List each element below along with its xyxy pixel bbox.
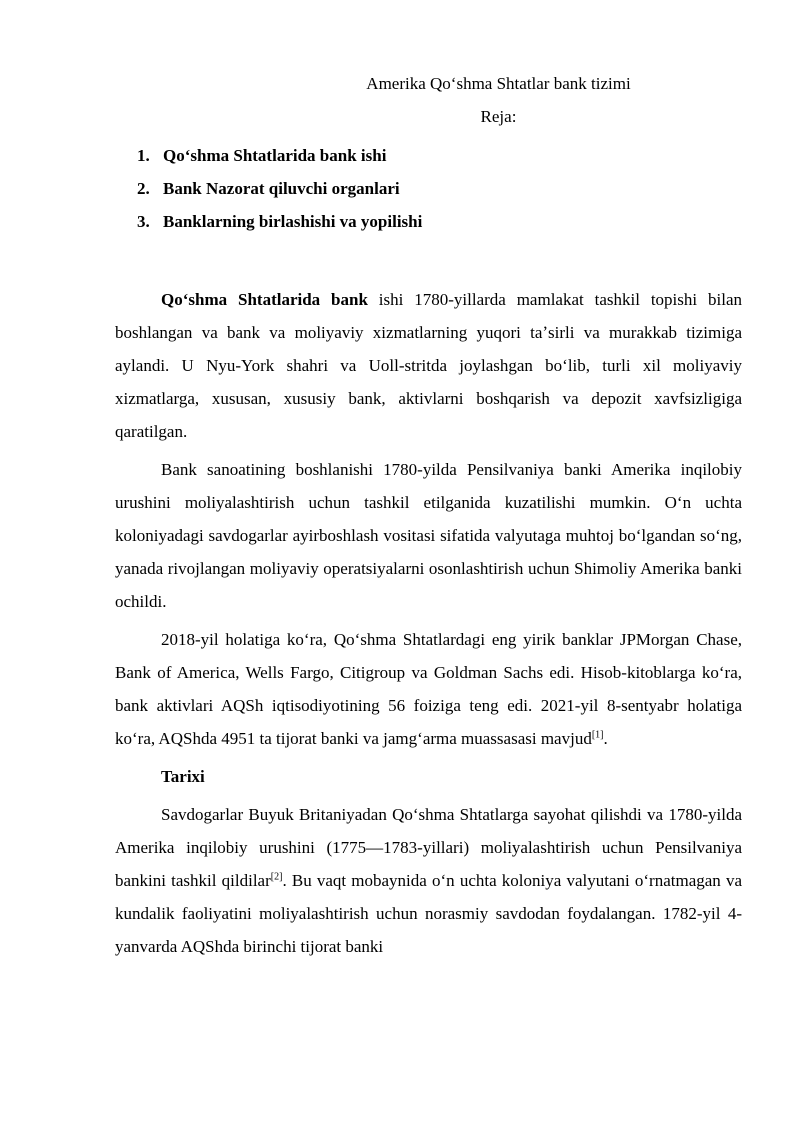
heading-tarixi: Tarixi — [161, 767, 205, 786]
plan-item-number: 1. — [137, 146, 150, 165]
plan-item — [137, 205, 742, 238]
plan-item — [137, 139, 742, 172]
plan-list — [115, 139, 742, 238]
paragraph-intro — [115, 283, 742, 448]
section-spacer — [115, 238, 742, 283]
paragraph-intro-text: ishi 1780-yillarda mamlakat tashkil topishi bilan boshlangan va bank va moliyaviy xizmatlarning yuqori taʼsirli va murakkab tizimiga aylandi. U Nyu-York shahri va Uoll-stritda joylashgan boʻlib, turli xil moliyaviy xizmatlarga, xususan, xususiy bank, aktivlarni boshqarish va depozit xavfsizligiga qaratilgan. — [115, 290, 742, 441]
paragraph-intro-bold: Qoʻshma Shtatlarida bank — [161, 290, 368, 309]
paragraph-largest-banks — [115, 623, 742, 755]
plan-item — [137, 172, 742, 205]
plan-item-number: 2. — [137, 179, 150, 198]
paragraph-largest-banks-end: . — [603, 729, 608, 748]
paragraph-largest-banks-text: 2018-yil holatiga koʻra, Qoʻshma Shtatlardagi eng yirik banklar JPMorgan Chase, Bank of America, Wells Fargo, Citigroup va Goldman Sachs edi. Hisob-kitoblarga koʻra, bank aktivlari AQSh iqtisodiyotining 56 foiziga teng edi. 2021-yil 8-sentyabr holatiga koʻra, AQShda 4951 ta tijorat banki va jamgʻarma muassasasi mavjud — [115, 630, 742, 748]
paragraph-beginning: Bank sanoatining boshlanishi 1780-yilda Pensilvaniya banki Amerika inqilobiy urushini moliyalashtirish uchun tashkil etilganida kuzatilishi mumkin. Oʻn uchta koloniyadagi savdogarlar ayirboshlash vositasi sifatida valyutaga muhtoj boʻlgandan soʻng, yanada rivojlangan moliyaviy operatsiyalarni osonlashtirish uchun Shimoliy Amerika banki ochildi. — [115, 460, 742, 611]
plan-item-text: Banklarning birlashishi va yopilishi — [163, 212, 423, 231]
paragraph-history — [115, 798, 742, 963]
plan-label: Reja: — [480, 107, 517, 126]
paragraph-history-text: Savdogarlar Buyuk Britaniyadan Qoʻshma Shtatlarga sayohat qilishdi va 1780-yilda Amerika inqilobiy urushini (1775—1783-yillari) moliyalashtirish uchun Pensilvaniya bankini tashkil qildilar — [115, 805, 742, 890]
footnote-ref-1[interactable]: [1] — [591, 729, 604, 741]
plan-item-number: 3. — [137, 212, 150, 231]
paragraph-history-rest: . Bu vaqt mobaynida oʻn uchta koloniya valyutani oʻrnatmagan va kundalik faoliyatini moliyalashtirish uchun norasmiy savdodan foydalangan. 1782-yil 4-yanvarda AQShda birinchi tijorat banki — [115, 871, 743, 956]
plan-item-text: Qoʻshma Shtatlarida bank ishi — [163, 146, 387, 165]
plan-item-text: Bank Nazorat qiluvchi organlari — [163, 179, 400, 198]
document-title: Amerika Qoʻshma Shtatlar bank tizimi — [366, 74, 631, 93]
footnote-ref-2[interactable]: [2] — [270, 871, 283, 883]
